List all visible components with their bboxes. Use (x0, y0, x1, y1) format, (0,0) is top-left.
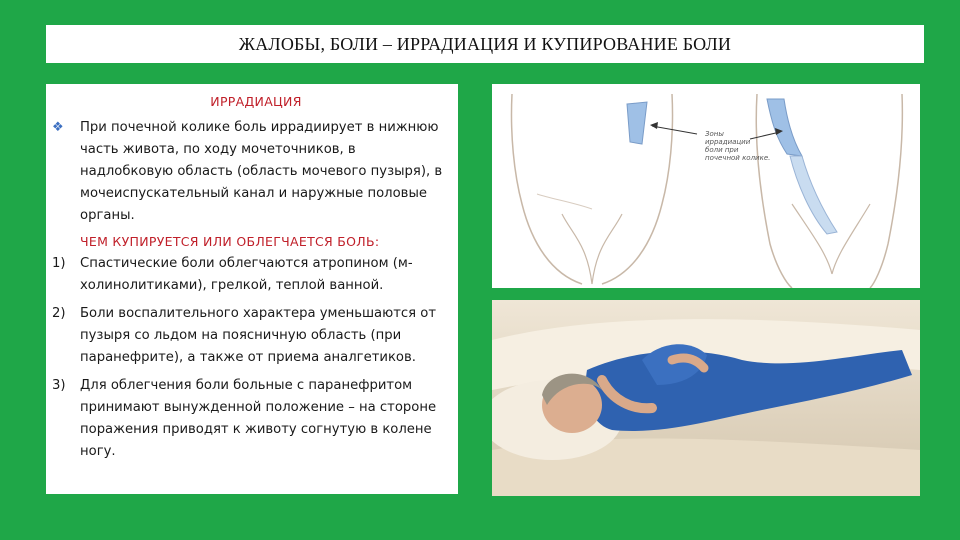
list-number: 1) (52, 256, 66, 271)
patient-photo (492, 300, 920, 496)
caption-line: Зоны (705, 130, 724, 138)
slide-title: ЖАЛОБЫ, БОЛИ – ИРРАДИАЦИЯ И КУПИРОВАНИЕ БОЛИ (46, 25, 924, 63)
patient-on-sofa-image (492, 300, 920, 496)
heading-irradiation: ИРРАДИАЦИЯ (210, 94, 302, 109)
caption-line: боли при (705, 146, 739, 154)
list-item-1 (52, 253, 452, 297)
list-item-text: Боли воспалительного характера уменьшаются от пузыря со льдом на поясничную область (при паранефрите), а также от приема аналгетиков. (80, 306, 437, 365)
list-item-text: Для облегчения боли больные с паранефритом принимают вынужденной положение – на стороне поражения приводят к животу согнутую в колене ногу. (80, 378, 437, 459)
figure-caption (705, 130, 770, 162)
list-item-text: Спастические боли облегчаются атропином (м-холинолитиками), грелкой, теплой ванной. (80, 256, 413, 293)
list-number: 3) (52, 378, 66, 393)
bullet-item (52, 117, 452, 227)
list-number: 2) (52, 306, 66, 321)
heading-relief: ЧЕМ КУПИРУЕТСЯ ИЛИ ОБЛЕГЧАЕТСЯ БОЛЬ: (80, 234, 380, 249)
list-item-3 (52, 375, 452, 463)
text-panel (46, 84, 458, 494)
caption-line: почечной колике. (705, 154, 771, 162)
bullet-text: При почечной колике боль иррадиирует в нижнюю часть живота, по ходу мочеточников, в надлобковую область (область мочевого пузыря), в мочеиспускательный канал и наружные половые органы. (80, 120, 443, 223)
anatomy-illustration (492, 84, 920, 288)
body-outline-drawing (492, 84, 920, 288)
caption-line: иррадиации (705, 138, 751, 146)
list-item-2 (52, 303, 452, 369)
diamond-bullet-icon: ❖ (52, 120, 64, 135)
